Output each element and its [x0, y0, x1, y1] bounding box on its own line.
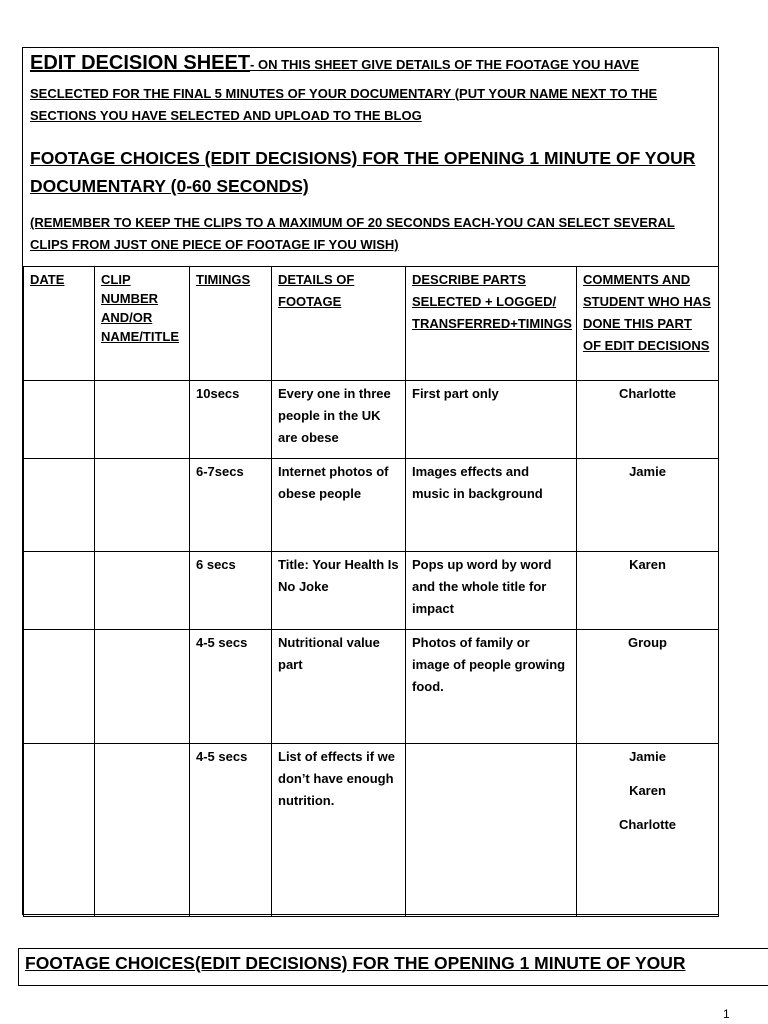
- student-name: Jamie: [629, 749, 666, 764]
- cell-describe: [406, 744, 577, 917]
- cell-timings: 10secs: [190, 381, 272, 459]
- cell-describe: Images effects and music in background: [406, 459, 577, 552]
- next-section-box: [18, 948, 768, 986]
- student-name: Charlotte: [618, 817, 677, 832]
- next-section-heading: FOOTAGE CHOICES(EDIT DECISIONS) FOR THE OPENING 1 MINUTE OF YOUR: [25, 953, 686, 973]
- cell-date: [24, 552, 95, 630]
- cell-student: Group: [577, 630, 719, 744]
- sheet-instructions-line3: SECTIONS YOU HAVE SELECTED AND UPLOAD TO THE BLOG: [30, 108, 422, 123]
- cell-student: Charlotte: [577, 381, 719, 459]
- cell-describe: Pops up word by word and the whole title for impact: [406, 552, 577, 630]
- cell-clip: [95, 459, 190, 552]
- header-clip: CLIP NUMBER AND/OR NAME/TITLE: [95, 267, 190, 381]
- cell-describe: Photos of family or image of people growing food.: [406, 630, 577, 744]
- header-date: DATE: [24, 267, 95, 381]
- header-details: DETAILS OF FOOTAGE: [272, 267, 406, 381]
- table-row: [24, 744, 719, 917]
- page-number: 1: [723, 1007, 730, 1021]
- cell-date: [24, 744, 95, 917]
- table-row: [24, 552, 719, 630]
- table-row: [24, 459, 719, 552]
- edit-decisions-table: [23, 266, 719, 917]
- sheet-instructions-line2: SECLECTED FOR THE FINAL 5 MINUTES OF YOUR DOCUMENTARY (PUT YOUR NAME NEXT TO THE: [30, 86, 658, 101]
- cell-timings: 4-5 secs: [190, 744, 272, 917]
- cell-details: Internet photos of obese people: [272, 459, 406, 552]
- title-line: [30, 52, 639, 75]
- edit-decision-sheet: [22, 47, 719, 915]
- cell-describe: First part only: [406, 381, 577, 459]
- cell-student: Karen: [577, 552, 719, 630]
- header-timings: TIMINGS: [190, 267, 272, 381]
- cell-timings: 6-7secs: [190, 459, 272, 552]
- header-comments: COMMENTS AND STUDENT WHO HAS DONE THIS PART OF EDIT DECISIONS: [577, 267, 719, 381]
- sheet-instructions-line1: - ON THIS SHEET GIVE DETAILS OF THE FOOTAGE YOU HAVE: [250, 57, 640, 72]
- cell-timings: 6 secs: [190, 552, 272, 630]
- cell-details: List of effects if we don’t have enough nutrition.: [272, 744, 406, 917]
- clip-length-reminder: (REMEMBER TO KEEP THE CLIPS TO A MAXIMUM OF 20 SECONDS EACH-YOU CAN SELECT SEVERAL CLIPS FROM JUST ONE PIECE OF FOOTAGE IF YOU WISH): [30, 215, 675, 252]
- cell-date: [24, 630, 95, 744]
- cell-students: [577, 744, 719, 917]
- cell-date: [24, 381, 95, 459]
- table-row: [24, 381, 719, 459]
- header-describe: DESCRIBE PARTS SELECTED + LOGGED/ TRANSFERRED+TIMINGS: [406, 267, 577, 381]
- table-row: [24, 630, 719, 744]
- cell-clip: [95, 744, 190, 917]
- opening-minute-heading: FOOTAGE CHOICES (EDIT DECISIONS) FOR THE OPENING 1 MINUTE OF YOUR DOCUMENTARY (0-60 SECONDS): [30, 148, 696, 196]
- cell-details: Nutritional value part: [272, 630, 406, 744]
- student-name: Karen: [629, 783, 666, 798]
- cell-date: [24, 459, 95, 552]
- table-header-row: [24, 267, 719, 381]
- cell-clip: [95, 381, 190, 459]
- sheet-title: EDIT DECISION SHEET: [30, 52, 251, 74]
- cell-timings: 4-5 secs: [190, 630, 272, 744]
- cell-clip: [95, 552, 190, 630]
- sheet-intro: [23, 48, 718, 266]
- cell-student: Jamie: [577, 459, 719, 552]
- cell-details: Every one in three people in the UK are obese: [272, 381, 406, 459]
- cell-clip: [95, 630, 190, 744]
- cell-details: Title: Your Health Is No Joke: [272, 552, 406, 630]
